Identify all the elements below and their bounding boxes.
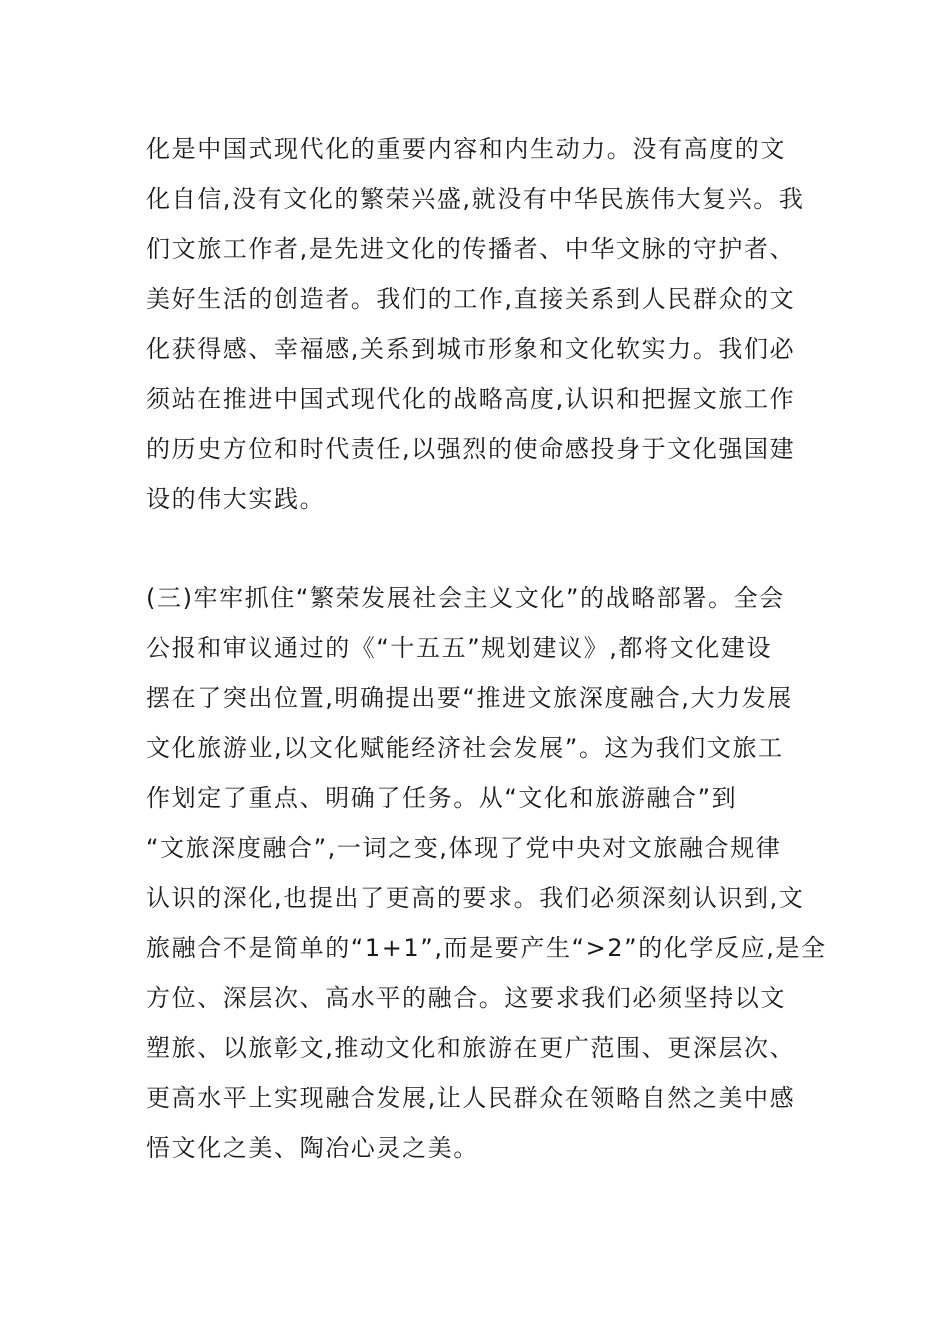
document-body	[146, 124, 827, 1173]
text-line: 旅融合不是简单的“1+1”,而是要产生“>2”的化学反应,是全	[146, 934, 827, 962]
text-line: 更高水平上实现融合发展,让人民群众在领略自然之美中感	[146, 1084, 796, 1112]
text-line: 悟文化之美、陶冶心灵之美。	[146, 1134, 479, 1162]
text-line: 化是中国式现代化的重要内容和内生动力。没有高度的文	[146, 135, 786, 163]
text-line: 们文旅工作者,是先进文化的传播者、中华文脉的守护者、	[146, 235, 796, 263]
text-line: “文旅深度融合”,一词之变,体现了党中央对文旅融合规律	[146, 834, 782, 862]
paragraph-1	[146, 124, 811, 524]
text-line: 作划定了重点、明确了任务。从“文化和旅游融合”到	[146, 784, 738, 812]
text-line: 化自信,没有文化的繁荣兴盛,就没有中华民族伟大复兴。我	[146, 185, 805, 213]
text-line: 化获得感、幸福感,关系到城市形象和文化软实力。我们必	[146, 335, 796, 363]
text-line: 塑旅、以旅彰文,推动文化和旅游在更广范围、更深层次、	[146, 1034, 796, 1062]
text-line: 摆在了突出位置,明确提出要“推进文旅深度融合,大力发展	[146, 684, 793, 712]
text-line: 须站在推进中国式现代化的战略高度,认识和把握文旅工作	[146, 385, 796, 413]
text-line: 的历史方位和时代责任,以强烈的使命感投身于文化强国建	[146, 435, 796, 463]
text-line: 公报和审议通过的《“十五五”规划建议》,都将文化建设	[146, 634, 773, 662]
paragraph-spacer	[146, 524, 811, 573]
text-line: 方位、深层次、高水平的融合。这要求我们必须坚持以文	[146, 984, 786, 1012]
text-line: 文化旅游业,以文化赋能经济社会发展”。这为我们文旅工	[146, 734, 784, 762]
text-line: 认识的深化,也提出了更高的要求。我们必须深刻认识到,文	[146, 884, 805, 912]
text-line: (三)牢牢抓住“繁荣发展社会主义文化”的战略部署。全会	[146, 584, 785, 612]
paragraph-2	[146, 573, 827, 1173]
text-line: 设的伟大实践。	[146, 485, 326, 513]
text-line: 美好生活的创造者。我们的工作,直接关系到人民群众的文	[146, 285, 796, 313]
